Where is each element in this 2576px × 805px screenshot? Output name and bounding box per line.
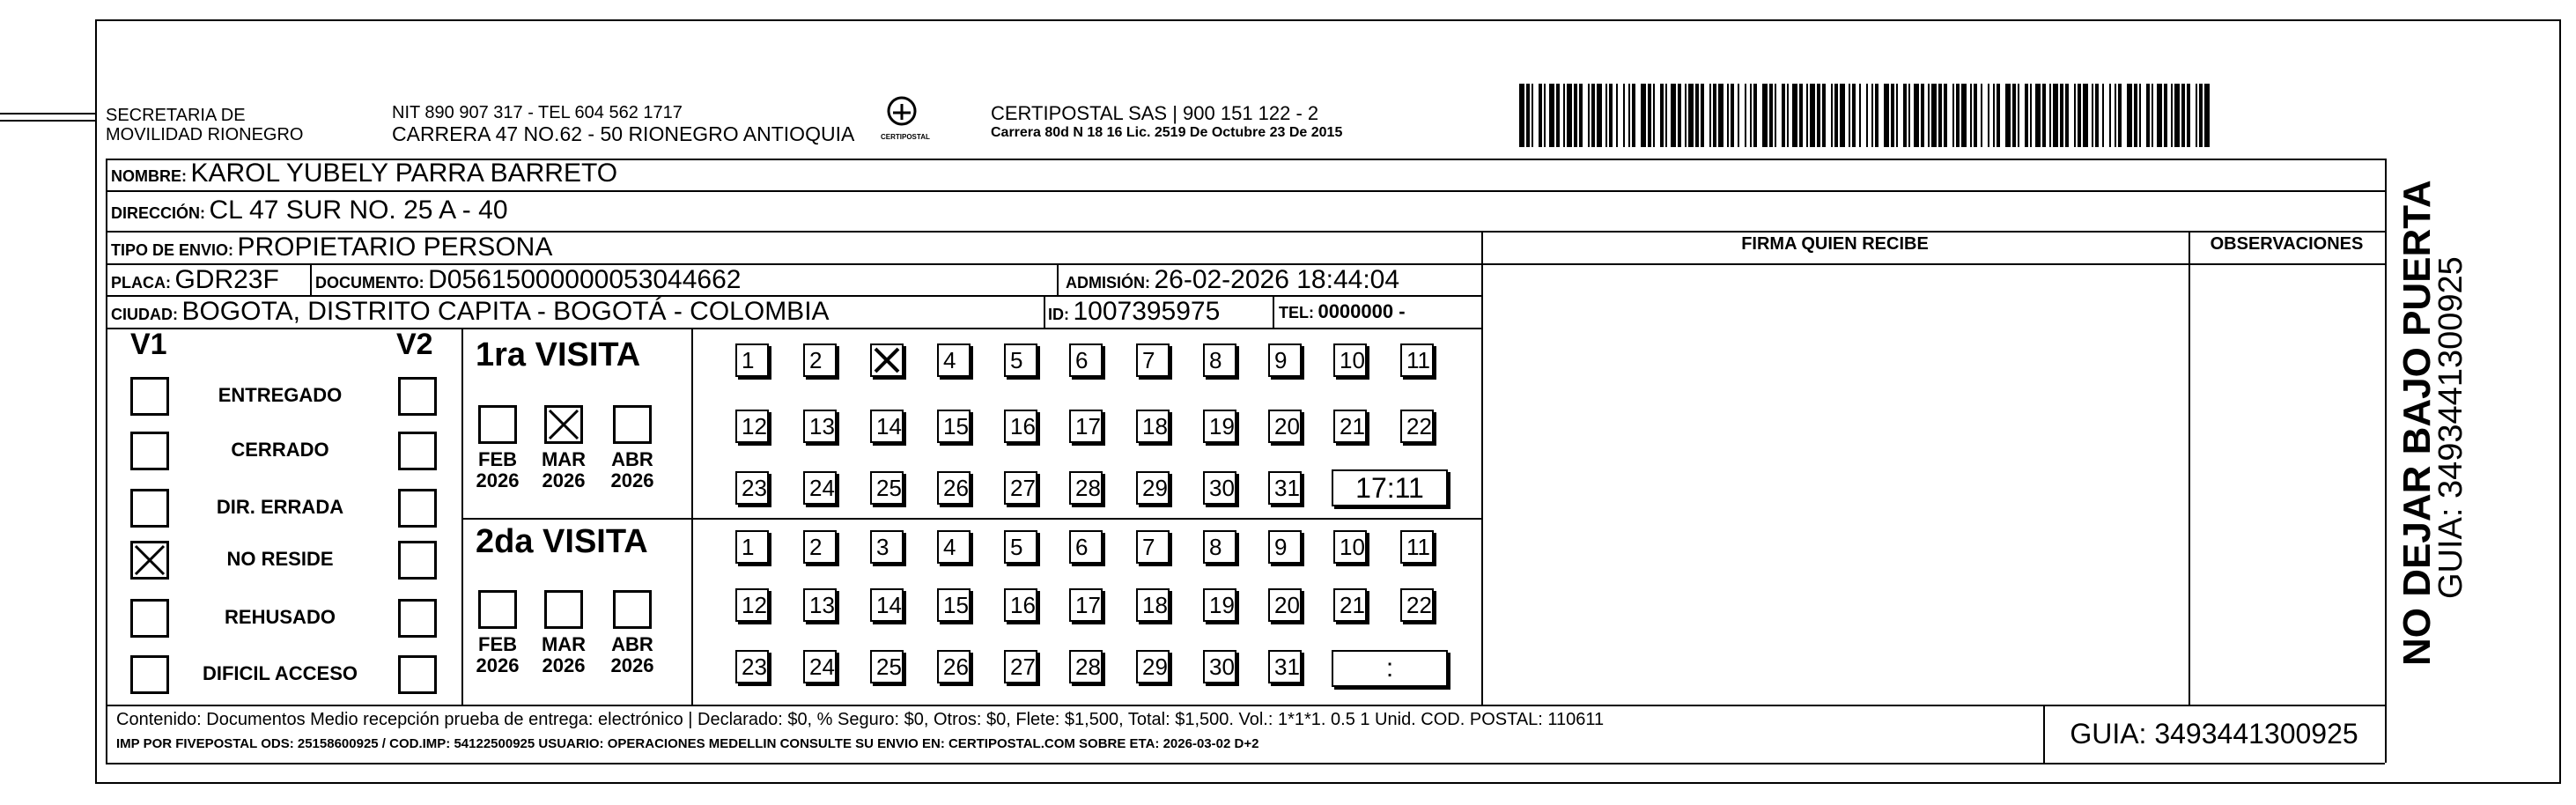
day-box-first[interactable]: 12 <box>735 410 769 443</box>
day-box-second[interactable]: 28 <box>1069 650 1103 683</box>
day-box-second[interactable]: 27 <box>1004 650 1037 683</box>
day-box-second[interactable]: 16 <box>1004 588 1037 622</box>
day-box-second[interactable]: 18 <box>1136 588 1170 622</box>
month-caption <box>606 449 659 491</box>
month-checkbox[interactable] <box>544 590 583 629</box>
company-info <box>991 102 1342 141</box>
month-year: 2026 <box>610 654 654 676</box>
day-box-first[interactable]: 23 <box>735 471 769 505</box>
day-box-first[interactable]: 11 <box>1400 343 1434 377</box>
tipo-row <box>111 231 552 268</box>
day-box-second[interactable]: 20 <box>1268 588 1302 622</box>
month-caption <box>606 634 659 676</box>
v2-checkbox[interactable] <box>398 489 437 528</box>
day-box-first[interactable]: 30 <box>1203 471 1236 505</box>
tel-value: 0000000 - <box>1318 300 1406 322</box>
day-box-second[interactable]: 3 <box>870 530 904 564</box>
documento-label: DOCUMENTO: <box>315 274 424 292</box>
tipo-value: PROPIETARIO PERSONA <box>237 233 553 262</box>
tel-label: TEL: <box>1279 304 1314 321</box>
day-box-first[interactable]: 14 <box>870 410 904 443</box>
status-label: NO RESIDE <box>226 548 334 570</box>
day-box-first[interactable]: 9 <box>1268 343 1302 377</box>
col-line <box>1057 263 1059 296</box>
month-checkbox[interactable] <box>478 590 517 629</box>
day-box-second[interactable]: 10 <box>1333 530 1367 564</box>
day-box-first[interactable]: 6 <box>1069 343 1103 377</box>
day-box-first[interactable]: 17 <box>1069 410 1103 443</box>
documento-value: D05615000000053044662 <box>428 265 742 294</box>
month-label: FEB <box>478 633 517 655</box>
id-value: 1007395975 <box>1073 297 1221 326</box>
barcode <box>1519 84 2215 147</box>
month-year: 2026 <box>476 469 520 491</box>
month-caption <box>537 449 590 491</box>
contenido-line: Contenido: Documentos Medio recepción prueba de entrega: electrónico | Declarado: $0, % Seguro: $0, Otros: $0, Flete: $1,500, Total: $1,500. Vol.: 1*1*1. 0.5 1 Unid. COD. POSTAL: 110611 <box>116 710 1605 729</box>
day-box-second[interactable]: 9 <box>1268 530 1302 564</box>
observaciones-label: OBSERVACIONES <box>2210 234 2364 254</box>
ciudad-value: BOGOTA, DISTRITO CAPITA - BOGOTÁ - COLOMBIA <box>181 297 830 326</box>
day-box-second[interactable]: 7 <box>1136 530 1170 564</box>
day-box-first[interactable]: 24 <box>803 471 837 505</box>
day-box-first[interactable]: 5 <box>1004 343 1037 377</box>
col-line <box>106 159 107 763</box>
day-box-second[interactable]: 17 <box>1069 588 1103 622</box>
barcode-bar <box>2204 84 2210 147</box>
col-line <box>691 328 693 705</box>
day-box-first[interactable]: 10 <box>1333 343 1367 377</box>
month-checkbox[interactable] <box>544 405 583 444</box>
direccion-label: DIRECCIÓN: <box>111 204 205 222</box>
day-box-second[interactable]: 21 <box>1333 588 1367 622</box>
v1-checkbox[interactable] <box>130 377 169 416</box>
day-box-second[interactable]: 11 <box>1400 530 1434 564</box>
day-box-first[interactable]: 16 <box>1004 410 1037 443</box>
day-box-first[interactable]: 8 <box>1203 343 1236 377</box>
day-box-first[interactable]: 31 <box>1268 471 1302 505</box>
admision-value: 26-02-2026 18:44:04 <box>1154 265 1400 294</box>
month-label: FEB <box>478 448 517 470</box>
day-box-second[interactable]: 19 <box>1203 588 1236 622</box>
status-label: DIFICIL ACCESO <box>202 662 358 684</box>
month-label: ABR <box>611 633 653 655</box>
month-checkbox[interactable] <box>613 405 652 444</box>
day-box-first[interactable]: 1 <box>735 343 769 377</box>
col-line <box>2385 159 2387 763</box>
tel-row <box>1279 295 1406 330</box>
row-line <box>1481 263 2385 265</box>
certipostal-logo-icon <box>881 95 930 141</box>
v2-checkbox[interactable] <box>398 655 437 694</box>
v1-checkbox[interactable] <box>130 489 169 528</box>
col-line <box>1044 295 1045 328</box>
row-line <box>106 763 2385 764</box>
month-checkbox[interactable] <box>478 405 517 444</box>
placa-value: GDR23F <box>174 265 279 294</box>
month-caption <box>471 449 524 491</box>
imp-line: IMP POR FIVEPOSTAL ODS: 25158600925 / COD.IMP: 54122500925 USUARIO: OPERACIONES MEDELLIN CONSULTE SU ENVIO EN: CERTIPOSTAL.COM SOBRE ETA: 2026-03-02 D+2 <box>116 736 1259 751</box>
month-year: 2026 <box>542 654 586 676</box>
edge-line <box>0 120 95 122</box>
month-caption <box>471 634 524 676</box>
nombre-value: KAROL YUBELY PARRA BARRETO <box>190 159 618 188</box>
v2-checkbox[interactable] <box>398 432 437 470</box>
v1-checkbox[interactable] <box>130 432 169 470</box>
company-line: CERTIPOSTAL SAS | 900 151 122 - 2 <box>991 102 1319 124</box>
v1-checkbox[interactable] <box>130 541 169 580</box>
placa-label: PLACA: <box>111 274 171 292</box>
day-box-second[interactable]: 29 <box>1136 650 1170 683</box>
tipo-label: TIPO DE ENVIO: <box>111 241 234 259</box>
month-year: 2026 <box>610 469 654 491</box>
day-box-first[interactable] <box>870 343 904 377</box>
day-box-second[interactable]: 22 <box>1400 588 1434 622</box>
col-line <box>2188 231 2190 705</box>
day-box-second[interactable]: 6 <box>1069 530 1103 564</box>
day-box-second[interactable]: 15 <box>937 588 971 622</box>
v2-label: V2 <box>396 328 433 361</box>
status-label: CERRADO <box>231 439 329 461</box>
side-guia: GUIA: 3493441300925 <box>2432 256 2469 599</box>
day-box-first[interactable]: 28 <box>1069 471 1103 505</box>
v1-checkbox[interactable] <box>130 655 169 694</box>
org-contact <box>392 102 854 144</box>
row-line <box>461 518 1481 520</box>
direccion-value: CL 47 SUR NO. 25 A - 40 <box>209 196 508 225</box>
status-label: REHUSADO <box>225 606 336 628</box>
day-box-first[interactable]: 20 <box>1268 410 1302 443</box>
day-box-first[interactable]: 27 <box>1004 471 1037 505</box>
month-label: ABR <box>611 448 653 470</box>
day-box-first[interactable]: 13 <box>803 410 837 443</box>
nit-line: NIT 890 907 317 - TEL 604 562 1717 <box>392 103 683 122</box>
month-label: MAR <box>541 448 587 470</box>
day-box-second[interactable]: 12 <box>735 588 769 622</box>
day-box-first[interactable]: 21 <box>1333 410 1367 443</box>
guia-box: GUIA: 3493441300925 <box>2070 718 2358 750</box>
month-year: 2026 <box>542 469 586 491</box>
ciudad-row <box>111 295 830 332</box>
second-visit-time: : <box>1332 650 1448 687</box>
day-box-second[interactable]: 1 <box>735 530 769 564</box>
side-warning: NO DEJAR BAJO PUERTA <box>2395 180 2439 666</box>
admision-label: ADMISIÓN: <box>1066 274 1150 292</box>
month-caption <box>537 634 590 676</box>
direccion-row <box>111 190 508 235</box>
day-box-second[interactable]: 30 <box>1203 650 1236 683</box>
nombre-row <box>111 159 617 193</box>
day-box-first[interactable]: 26 <box>937 471 971 505</box>
col-line <box>461 328 463 705</box>
day-box-second[interactable]: 14 <box>870 588 904 622</box>
nombre-label: NOMBRE: <box>111 167 187 185</box>
day-box-first[interactable]: 15 <box>937 410 971 443</box>
day-box-second[interactable]: 23 <box>735 650 769 683</box>
day-box-second[interactable]: 2 <box>803 530 837 564</box>
ciudad-label: CIUDAD: <box>111 306 178 323</box>
day-box-second[interactable]: 31 <box>1268 650 1302 683</box>
v1-label: V1 <box>130 328 167 361</box>
day-box-second[interactable]: 5 <box>1004 530 1037 564</box>
day-box-first[interactable]: 4 <box>937 343 971 377</box>
day-box-first[interactable]: 25 <box>870 471 904 505</box>
day-box-second[interactable]: 4 <box>937 530 971 564</box>
day-box-first[interactable]: 7 <box>1136 343 1170 377</box>
logo-text: CERTIPOSTAL <box>881 133 930 141</box>
col-line <box>1481 231 1483 705</box>
day-box-second[interactable]: 24 <box>803 650 837 683</box>
month-year: 2026 <box>476 654 520 676</box>
v2-checkbox[interactable] <box>398 599 437 638</box>
v2-checkbox[interactable] <box>398 377 437 416</box>
org-line1: SECRETARIA DE <box>106 106 246 125</box>
first-visit-time: 17:11 <box>1332 469 1448 506</box>
day-box-first[interactable]: 2 <box>803 343 837 377</box>
org-line2: MOVILIDAD RIONEGRO <box>106 125 304 144</box>
firma-label: FIRMA QUIEN RECIBE <box>1741 234 1929 254</box>
first-visit-title: 1ra VISITA <box>476 336 641 373</box>
status-label: ENTREGADO <box>218 384 343 406</box>
address-line: CARRERA 47 NO.62 - 50 RIONEGRO ANTIOQUIA <box>392 122 855 145</box>
org-name <box>106 106 303 144</box>
day-box-first[interactable]: 22 <box>1400 410 1434 443</box>
day-box-first[interactable]: 29 <box>1136 471 1170 505</box>
day-box-first[interactable]: 18 <box>1136 410 1170 443</box>
month-checkbox[interactable] <box>613 590 652 629</box>
day-box-second[interactable]: 8 <box>1203 530 1236 564</box>
v1-checkbox[interactable] <box>130 599 169 638</box>
month-label: MAR <box>541 633 587 655</box>
day-box-first[interactable]: 19 <box>1203 410 1236 443</box>
v2-checkbox[interactable] <box>398 541 437 580</box>
day-box-second[interactable]: 13 <box>803 588 837 622</box>
license-line: Carrera 80d N 18 16 Lic. 2519 De Octubre 23 De 2015 <box>991 125 1343 140</box>
edge-line <box>0 113 95 114</box>
col-line <box>310 263 312 296</box>
day-box-second[interactable]: 26 <box>937 650 971 683</box>
id-label: ID: <box>1048 306 1069 323</box>
day-box-second[interactable]: 25 <box>870 650 904 683</box>
id-row <box>1048 295 1220 332</box>
status-label: DIR. ERRADA <box>216 496 344 518</box>
second-visit-title: 2da VISITA <box>476 523 648 560</box>
